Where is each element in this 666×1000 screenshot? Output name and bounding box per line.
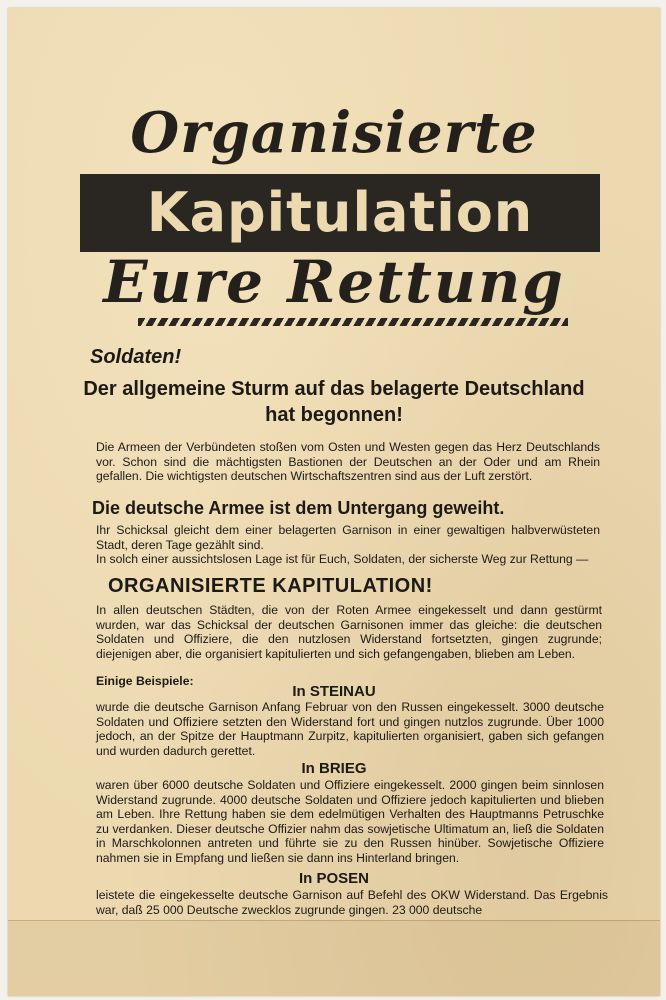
paragraph-1: Die Armeen der Verbündeten stoßen vom Osten und Westen gegen das Herz Deutschlands vor. Schon sind die mächtigsten Bastionen der Deutschen an der Oder und am Rhein gefallen. Die wichtigsten deutschen Wirtschaftszentren sind aus der Luft zerstört.	[96, 440, 600, 484]
title-line-2: Kapitulation	[146, 181, 534, 244]
title-line-3: Eure Rettung	[103, 248, 565, 316]
paper-bottom-strip	[8, 921, 660, 996]
title-ornament-underline	[138, 318, 568, 326]
paragraph-brieg: waren über 6000 deutsche Soldaten und Offiziere eingekesselt. 2000 gingen beim sinnlosen Widerstand zugrunde. 4000 deutsche Soldaten und Offiziere jedoch kapitulierten und blieben am Leben. Ihre Rettung haben sie dem edelmütigen Verhalten des Hauptmanns Petruschke zu verdanken. Dieser deutsche Offizier nahm das sowjetische Ultimatum an, ließ die Soldaten in Marschkolonnen antreten und führte sie zu den Russen hinüber. Sowjetische Offiziere nahmen sie in Empfang und ließen sie dann ins Hinterland bringen.	[96, 778, 604, 865]
paragraph-posen: leistete die eingekesselte deutsche Garnison auf Befehl des OKW Widerstand. Das Ergebnis war, daß 25 000 Deutsche zwecklos zugrunde gingen. 23 000 deutsche	[96, 888, 608, 917]
examples-label: Einige Beispiele:	[96, 674, 194, 688]
paragraph-2b: In solch einer aussichtslosen Lage ist für Euch, Soldaten, der sicherste Weg zur Rettung —	[96, 552, 589, 566]
city-heading-posen: In POSEN	[298, 870, 369, 887]
headline-3: ORGANISIERTE KAPITULATION!	[108, 575, 433, 597]
title-line-1: Organisierte	[130, 100, 538, 166]
paragraph-2a: Ihr Schicksal gleicht dem einer belagerten Garnison in einer gewaltigen halbverwüsteten Stadt, deren Tage gezählt sind.	[96, 523, 600, 552]
headline-2: Die deutsche Armee ist dem Untergang geweiht.	[92, 498, 505, 518]
paragraph-steinau: wurde die deutsche Garnison Anfang Februar von den Russen eingekesselt. 3000 deutsche Soldaten und Offiziere setzten den Widerstand fort und gingen nutzlos zugrunde. Über 1000 jedoch, an der Spitze der Hauptmann Zurpitz, kapitulierten organisiert, gaben sich gefangen und wurden dadurch gerettet.	[96, 700, 604, 758]
salutation: Soldaten!	[90, 346, 182, 368]
city-heading-steinau: In STEINAU	[292, 683, 376, 700]
headline-1: Der allgemeine Sturm auf das belagerte Deutschland hat begonnen!	[83, 378, 585, 426]
leaflet-page	[8, 8, 660, 996]
paper-fold-line	[8, 920, 660, 921]
city-heading-brieg: In BRIEG	[301, 760, 367, 777]
paragraph-3: In allen deutschen Städten, die von der Roten Armee eingekesselt und dann gestürmt wurden, war das Schicksal der deutschen Garnisonen immer das gleiche: die deutschen Soldaten und Offiziere, die den nutzlosen Widerstand fortsetzten, gingen zugrunde; diejenigen aber, die organisiert kapitulierten und sich gefangengaben, blieben am Leben.	[96, 603, 602, 661]
